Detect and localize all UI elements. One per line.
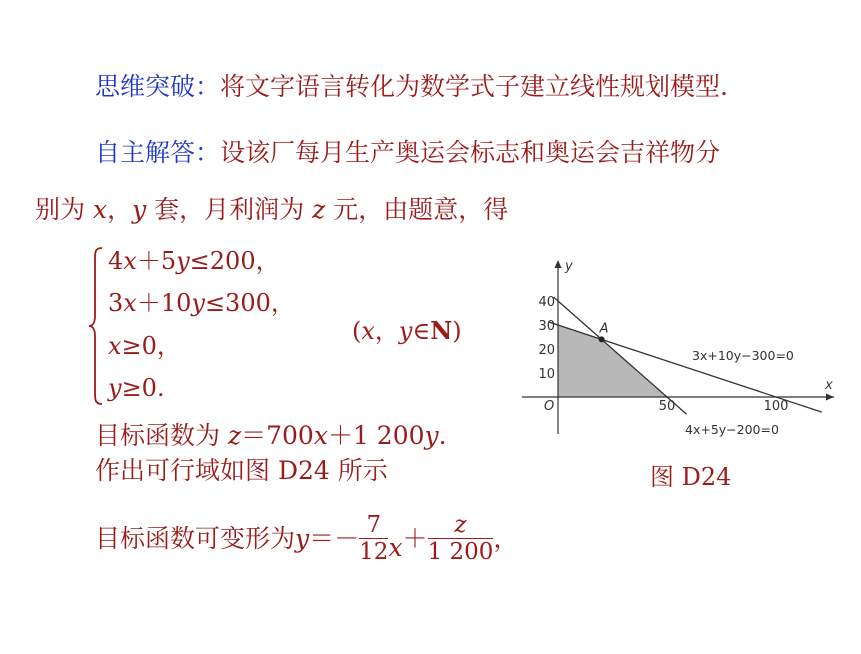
text-fragment: 目标函数可变形为 [95,523,296,553]
text-fragment: ， [107,195,133,224]
text-fragment: ∈ [412,317,431,345]
fraction-z-1200 [428,512,494,565]
fraction-denominator: 12 [359,539,389,565]
var-x: x [361,317,375,345]
var-y: y [191,289,205,317]
solution-line-1 [95,138,720,168]
text-fragment: ＋5 [136,247,177,275]
solution-label: 自主解答： [95,138,221,167]
text-fragment: ( [352,317,362,345]
domain-constraint [352,316,462,346]
feasible-text: 作出可行域如图 D24 所示 [95,456,388,485]
inequality-3 [108,331,181,361]
origin-label: O [544,399,555,414]
text-fragment: 目标函数为 [95,421,228,450]
x-axis-label: x [825,378,833,393]
fraction-numerator: 7 [359,512,388,539]
text-fragment: 别为 [35,195,93,224]
intro-text: 将文字语言转化为数学式子建立线性规划模型. [220,72,728,101]
text-fragment: ＝－ [309,523,360,553]
x-axis-arrow [826,394,834,401]
y-axis-arrow [555,260,562,268]
fraction-denominator: 1 200 [427,539,494,565]
text-fragment: ， [374,317,399,345]
y-tick-label: 40 [538,295,555,310]
point-a [599,336,605,342]
text-fragment: 元，由题意，得 [325,195,509,224]
fraction-numerator: z [428,512,494,539]
text-fragment: ＋ [402,523,428,553]
x-tick-label: 100 [763,399,789,414]
text-fragment: ≥0. [121,374,165,402]
text-fragment: ＝700 [241,421,314,450]
text-fragment: 3 [108,289,124,317]
var-x: x [92,195,108,224]
natural-numbers-symbol: N [430,316,453,345]
line-label-4x5y: 4x+5y−200=0 [685,422,779,437]
x-tick-label: 50 [658,399,676,414]
figure-caption: 图 D24 [650,463,732,491]
inequality-2 [108,288,295,318]
fraction-7-12 [359,512,388,565]
text-fragment: ≤200， [189,247,280,275]
text-fragment: ＋1 200 [327,421,425,450]
var-y: y [132,195,147,224]
intro-line [95,72,728,102]
solution-line-2 [35,195,508,225]
var-z: z [312,195,326,224]
var-x: x [388,532,403,562]
inequality-4 [108,373,165,403]
y-tick-label: 10 [538,367,555,382]
var-x: x [313,421,328,450]
y-tick-label: 30 [538,319,555,334]
var-x: x [108,332,122,360]
var-y: y [398,317,413,345]
feasible-region [558,325,667,397]
text-fragment: 4 [108,247,124,275]
solution-text-1: 设该厂每月生产奥运会标志和奥运会吉祥物分 [220,138,721,167]
var-y: y [108,374,122,402]
var-y: y [424,421,439,450]
inequality-1 [108,246,280,276]
var-x: x [123,289,137,317]
y-tick-label: 20 [538,343,555,358]
var-x: x [123,247,137,275]
transform-line [95,512,518,565]
var-z: z [227,421,242,450]
feasible-line [95,456,388,486]
text-fragment: ≥0， [121,332,181,360]
y-axis-label: y [565,259,573,274]
text-fragment: ) [452,317,462,345]
line-label-3x10y: 3x+10y−300=0 [692,348,794,363]
point-a-label: A [599,321,609,337]
text-fragment: ＋10 [136,289,192,317]
objective-line [95,421,447,451]
intro-label: 思维突破： [95,72,221,101]
text-fragment: . [438,421,447,450]
var-y: y [176,247,190,275]
text-fragment: ， [493,523,519,553]
feasible-region-figure [522,252,842,442]
system-brace [88,246,104,406]
var-y: y [295,523,310,553]
text-fragment: 套，月利润为 [146,195,313,224]
text-fragment: ≤300， [204,289,295,317]
